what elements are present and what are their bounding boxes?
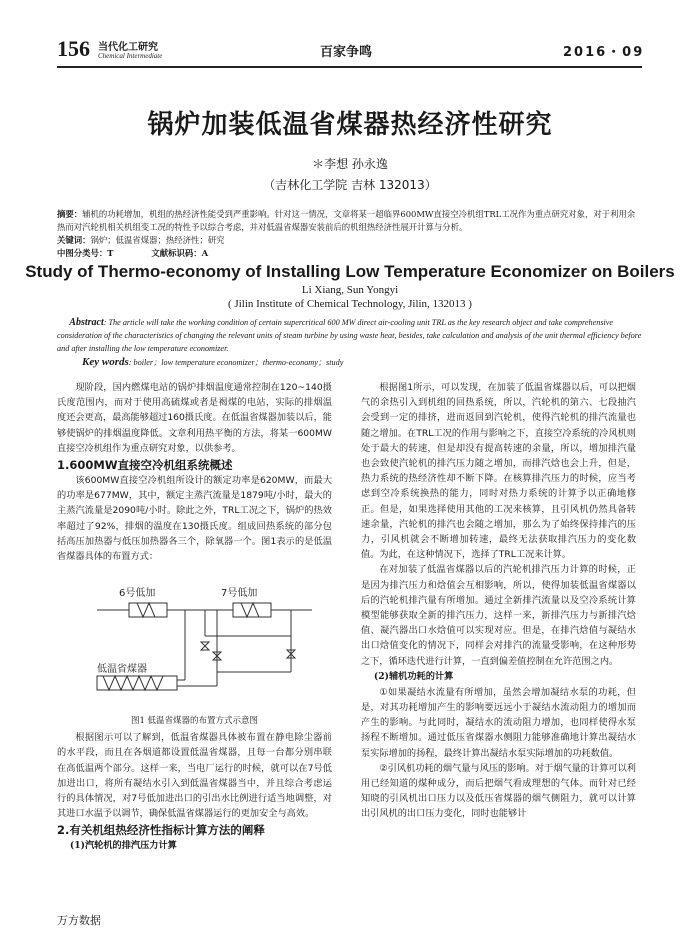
economizer-box [97, 676, 177, 690]
valve-1 [201, 642, 209, 650]
paragraph: ②引风机功耗的烟气量与风压的影响。对于烟气量的计算可以利用已经知道的煤种成分，而后把烟气看成理想的气体。而针对已经知晓的引风机出口压力以及低压省煤器的烟气侧阻力，就可以计算出引风机的出口压力变化，同时也能够计 [361, 762, 636, 820]
column-name: 百家争鸣 [320, 45, 373, 60]
keywords-en-text: : boiler；low temperature economizer；thermo-economy；study [128, 358, 344, 367]
affiliation-en: ( Jilin Institute of Chemical Technology, Jilin, 132013 ) [228, 298, 472, 310]
keywords-en-label: Key words [82, 356, 129, 368]
footer-source: 万方数据 [57, 914, 101, 927]
keywords-en [82, 356, 343, 368]
paragraph: ①如果凝结水流量有所增加，虽然会增加凝结水泵的功耗，但是，对其功耗增加产生的影响要远远小于凝结水流动阻力的增加而产生的影响。与此同时，凝结水的流动阻力增加，也同样使得水泵扬程不断增加。通过低压省煤器水侧阻力能够准确地计算出凝结水泵实际增加的扬程，最终计算出凝结水泵实际增加的功耗数值。 [361, 686, 636, 759]
figure-caption: 图1 低温省煤器的布置方式示意图 [130, 716, 259, 727]
heater-6-coil [137, 603, 155, 617]
economizer-diagram [57, 572, 332, 710]
section-heading-2: 2.有关机组热经济性指标计算方法的阐释 [57, 823, 265, 838]
abstract-cn [57, 208, 642, 233]
paragraph: 现阶段，国内燃煤电站的锅炉排烟温度通常控制在120~140摄氏度范围内，而对于使用高硫煤或者是褐煤的电站，实际的排烟温度还会更高，最高能够超过160摄氏度。在低温省煤器加装以后，能够使锅炉的排烟温度降低。文章利用热平衡的方法，将某一600MW直接空冷机组作为重点研究对象，以供参考。 [57, 382, 332, 454]
page-number: 156 [57, 36, 90, 61]
label-heater-6: 6号低加 [119, 588, 156, 600]
economizer-coil [103, 676, 163, 690]
document-code: 文献标识码：A [151, 248, 209, 258]
authors-cn: ＊李想 孙永逸 [312, 157, 388, 171]
article-title-en: Study of Thermo-economy of Installing Low Temperature Economizer on Boilers [25, 262, 675, 281]
article-title-cn: 锅炉加装低温省煤器热经济性研究 [147, 110, 553, 140]
affiliation-cn: （吉林化工学院 吉林 132013） [263, 178, 437, 192]
abstract-en-label: Abstract [69, 317, 104, 328]
authors-en: Li Xiang, Sun Yongyi [301, 284, 399, 296]
keywords-cn-label: 关键词： [57, 235, 91, 245]
paragraph: 该600MW直接空冷机组所设计的额定功率是620MW，而最大的功率是677MW，其中，额定主蒸汽流量是1879吨/小时，最大的主蒸汽流量是2090吨/小时。除此之外，TRL工况之下，锅炉的热效率超过了92%，排烟的温度在130摄氏度。组成回热系统的部分包括高压加热器与低压加热器各三个，除氧器一个。图1表示的是低温省煤器具体的布置方式： [57, 475, 332, 563]
header-divider [57, 66, 642, 68]
abstract-cn-text: 辅机的功耗增加，机组的热经济性能受到严重影响。针对这一情况，文章将某一超临界600MW直接空冷机组TRL工况作为重点研究对象，对于利用余热而对汽轮机相关机组变工况的特性予以综合考虑，并对低温省煤器安装前后的机组热经济性展开计算与分析。 [57, 209, 636, 232]
figure-economizer-layout [57, 572, 332, 710]
keywords-cn-text: 锅炉；低温省煤器；热经济性；研究 [90, 235, 225, 245]
label-economizer: 低温省煤器 [97, 664, 147, 676]
label-heater-7: 7号低加 [221, 588, 258, 600]
issue-number: 2016・09 [563, 45, 645, 60]
heater-7-coil [241, 603, 259, 617]
right-column [361, 380, 636, 822]
journal-name-cn: 当代化工研究 [98, 42, 158, 53]
journal-name-en: Chemical Intermediate [98, 52, 163, 60]
section-heading-1: 1.600MW直接空冷机组系统概述 [57, 458, 233, 473]
subsection-heading: (1)汽轮机的排汽压力计算 [69, 840, 177, 852]
subsection-heading: (2)辅机功耗的计算 [373, 670, 454, 682]
classification-line [57, 247, 642, 260]
paragraph: 根据图1所示，可以发现，在加装了低温省煤器以后，可以把烟气的余热引入到机组的回热系统，所以，汽轮机的第六、七段抽汽会受到一定的排挤，进而返回到汽轮机，使得汽轮机的排汽流量也随之增加。在TRL工况的作用与影响之下，直接空冷系统的冷风机则处于最大的转速，但是却没有提高转速的余量，所以，增加排汽量也会致使汽轮机的排汽压力随之增加，而排汽焓也会上升，但是，热力系统的热经济性却不断下降。在核算排汽压力的时候，应当考虑到空冷系统换热的能力，同时对热力系统的计算予以正确地修正。但是，如果选择使用其他的工况来核算，且引风机仍然具备转速余量，汽轮机的排汽也会随之增加，那么为了始终保持排汽的压力，引风机就会不断增加转速，最终无法获取排汽压力的变化数值。为此，在这种情况下，选择了TRL工况来计算。 [361, 382, 636, 561]
abstract-en [57, 316, 642, 355]
paragraph: 根据图示可以了解到，低温省煤器具体被布置在静电除尘器前的水平段，而且在各烟道都设置低温省煤器，且每一台都分别串联在高低温两个部分。这样一来，当电厂运行的时候，就可以在7号低加进出口，将所有凝结水引入到低温省煤器当中，并且综合考虑运行的具体情况，对7号低加进出口的引出水比例进行适当地调整，对其进口水温予以调节，确保低温省煤器运行的更加安全与高效。 [57, 732, 332, 820]
left-column [57, 380, 332, 854]
paragraph: 在对加装了低温省煤器以后的汽轮机排汽压力计算的时候，正是因为排汽压力和焓值会互相影响，所以，使得加装低温省煤器以后的汽轮机排汽量有所增加。通过全新排汽流量以及空冷系统计算模型能够获取全新的排汽压力，这样一来，新排汽压力与新排汽焓值、凝汽器出口水焓值可以实现对应。但是，在排汽焓值与凝结水出口焓值变化的情况下，同样会对排汽的流量受影响，在这种形势之下，循环迭代进行计算，一直到偏差值控制在允许范围之内。 [361, 564, 636, 667]
abstract-en-text: : The article will take the working condition of certain supercritical 600 MW direct air-cooling unit TRL as the key research object and take comprehensive consideration of the characteristics of changing the relevant units of steam turbine by using waste heat, besides, take calculation and analysis of the unit thermal efficiency before and after installing the low temperature economizer. [57, 318, 642, 353]
keywords-cn [57, 234, 642, 247]
abstract-cn-label: 摘要： [57, 209, 83, 219]
classification-code: 中图分类号：T [57, 248, 114, 258]
